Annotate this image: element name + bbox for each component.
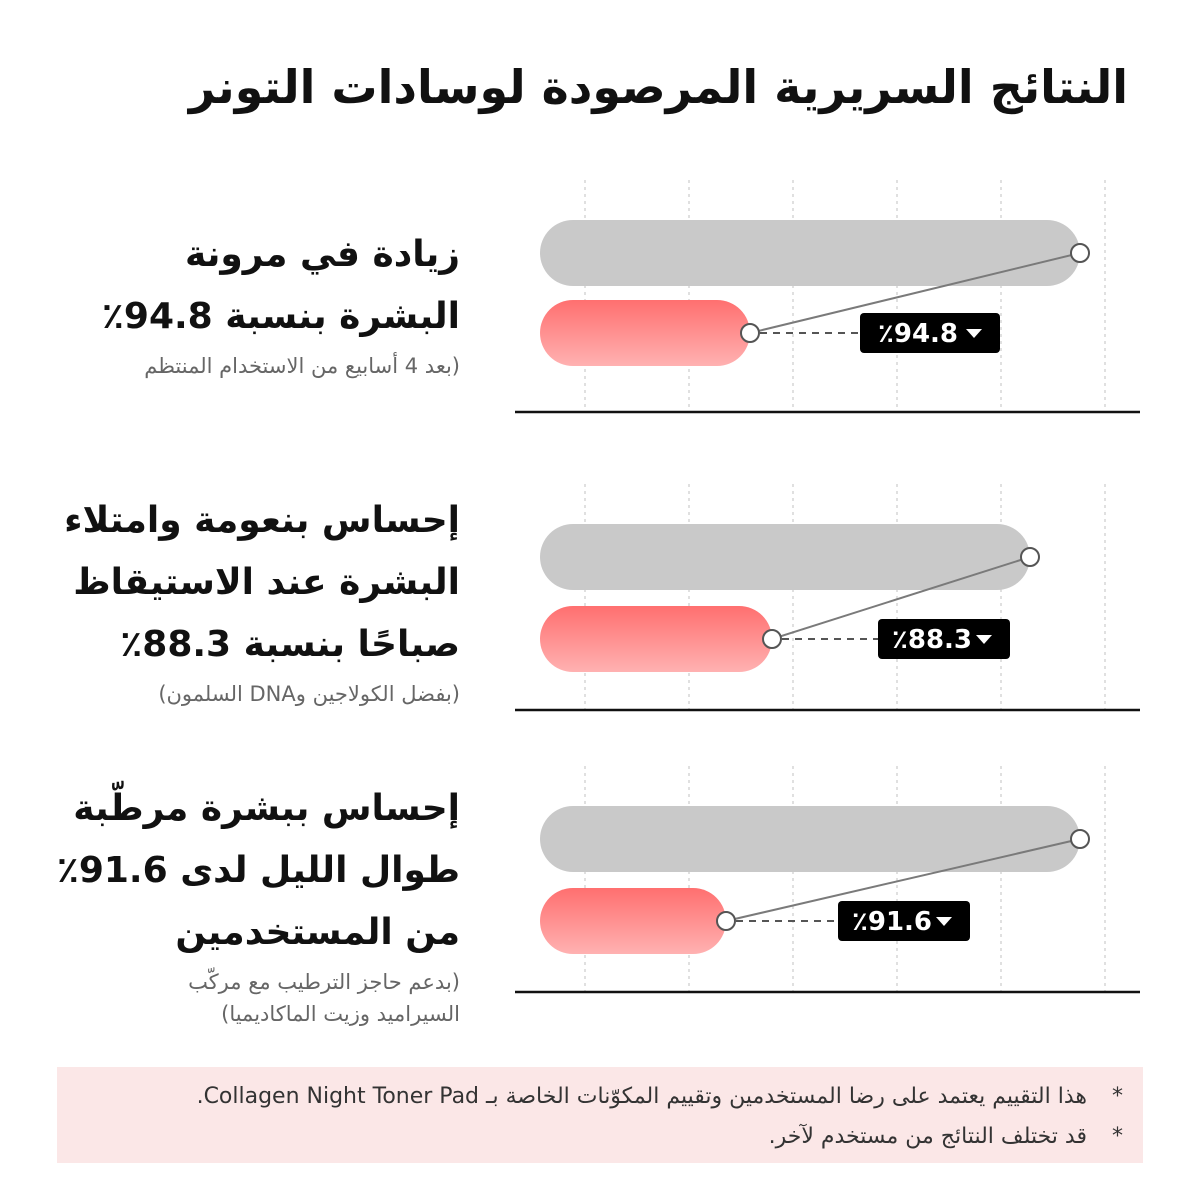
footnote-star: * — [1112, 1084, 1123, 1109]
result-headline: إحساس بنعومة وامتلاء البشرة عند الاستيقاظ صباحًا بنسبة 88.3٪ — [64, 500, 460, 665]
result-headline: زيادة في مرونة البشرة بنسبة 94.8٪ — [101, 234, 460, 337]
page-title: النتائج السريرية المرصودة لوسادات التونر — [188, 60, 1128, 114]
result-text-block — [40, 224, 460, 382]
baseline-marker — [1071, 830, 1089, 848]
result-text-block — [40, 778, 460, 1030]
baseline-marker — [1021, 548, 1039, 566]
result-row-smoothness — [0, 484, 1200, 724]
result-headline: إحساس ببشرة مرطّبة طوال الليل لدى 91.6٪ من المستخدمين — [56, 788, 460, 953]
result-chart — [515, 766, 1140, 1006]
result-text-block — [40, 490, 460, 710]
result-marker — [717, 912, 735, 930]
result-marker — [763, 630, 781, 648]
result-bar — [540, 606, 772, 672]
footnote-line — [97, 1117, 1123, 1157]
footnote-text: قد تختلف النتائج من مستخدم لآخر. — [768, 1124, 1087, 1149]
value-label: ٪94.8 — [877, 319, 959, 349]
value-label-box — [838, 901, 970, 941]
result-row-hydration — [0, 766, 1200, 1026]
result-marker — [741, 324, 759, 342]
result-chart — [515, 180, 1140, 420]
result-note: (بفضل الكولاجين وDNA السلمون) — [158, 682, 460, 706]
baseline-bar — [540, 220, 1080, 286]
baseline-marker — [1071, 244, 1089, 262]
result-bar — [540, 888, 726, 954]
result-bar — [540, 300, 750, 366]
footnote-star: * — [1112, 1124, 1123, 1149]
result-note: (بدعم حاجز الترطيب مع مركّب السيراميد وزيت الماكاديميا) — [188, 970, 460, 1026]
result-chart — [515, 484, 1140, 724]
value-label-box — [878, 619, 1010, 659]
value-label-box — [860, 313, 1000, 353]
footnote-line — [97, 1077, 1123, 1117]
baseline-bar — [540, 806, 1080, 872]
result-row-elasticity — [0, 180, 1200, 420]
value-label: ٪88.3 — [891, 625, 973, 655]
footnote-text: هذا التقييم يعتمد على رضا المستخدمين وتقييم المكوّنات الخاصة بـ Collagen Night Toner Pad. — [196, 1084, 1087, 1109]
value-label: ٪91.6 — [851, 907, 933, 937]
result-note: (بعد 4 أسابيع من الاستخدام المنتظم — [144, 354, 460, 378]
footnote-box — [57, 1067, 1143, 1163]
